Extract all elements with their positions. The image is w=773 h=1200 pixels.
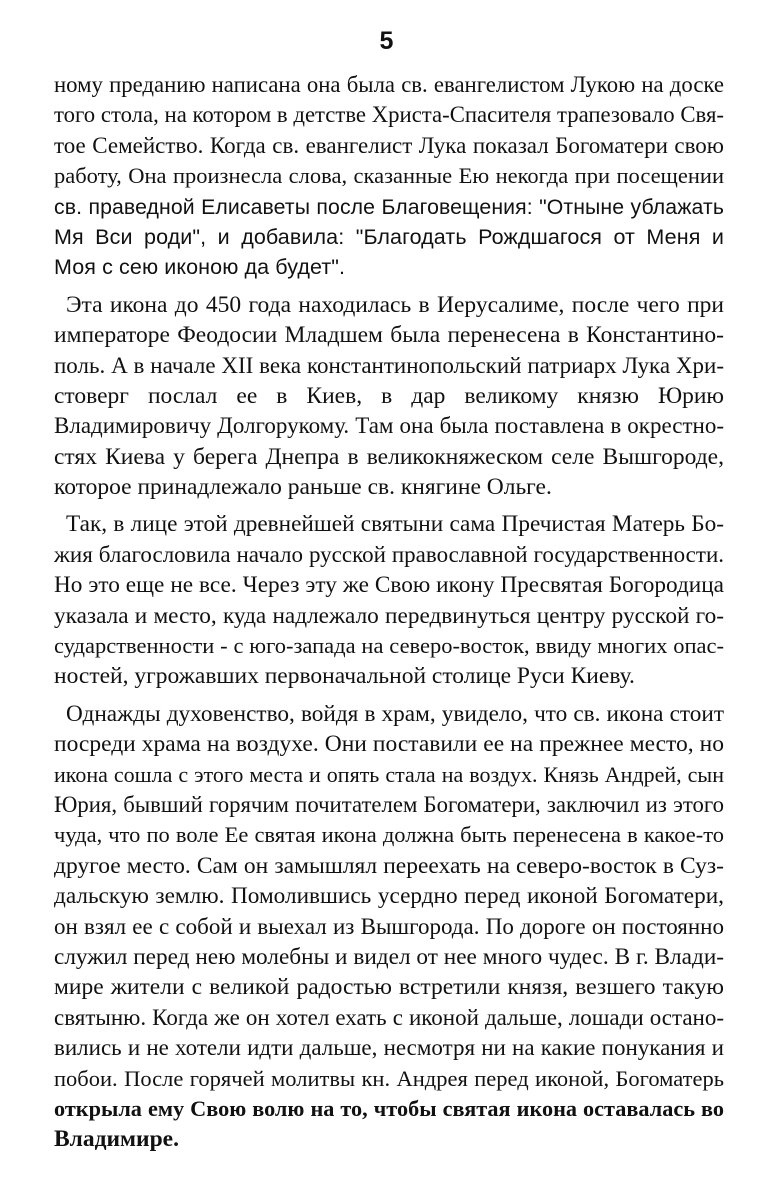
text-line: побои. После горячей молитвы кн. Андрея перед иконой, Богоматерь: [54, 1065, 724, 1091]
text-line: Однажды духовенство, войдя в храм, увидело, что св. икона стоит: [66, 700, 724, 727]
text-line: вились и не хотели идти дальше, несмотря ни на какие понукания и: [54, 1035, 724, 1061]
paragraph-1: [54, 70, 724, 283]
paragraph-4: [54, 699, 724, 1155]
text-line: служил перед нею молебны и видел от нее много чудес. В г. Влади-: [54, 943, 724, 970]
text-line: чуда, что по воле Ее святая икона должна быть перенесена в какое-то: [54, 822, 724, 848]
text-line: стоверг послал ее в Киев, в дар великому князю Юрию: [54, 382, 724, 409]
text-line: Владимире.: [54, 1126, 179, 1153]
text-line: того стола, на котором в детстве Христа-Спасителя трапезовало Свя-: [54, 102, 724, 128]
text-line: дальскую землю. Помолившись усердно перед иконой Богоматери,: [54, 883, 724, 910]
text-line: Юрия, бывший горячим почитателем Богоматери, заключил из этого: [54, 791, 724, 817]
text-line: Так, в лице этой древнейшей святыни сама Пречистая Матерь Бо-: [66, 511, 724, 538]
paragraph-3: [54, 509, 724, 691]
text-line: поль. А в начале XII века константинопольский патриарх Лука Хри-: [54, 352, 724, 378]
text-line: св. праведной Елисаветы после Благовещения: "Отныне ублажать: [54, 194, 724, 219]
text-line: Эта икона до 450 года находилась в Иерусалиме, после чего при: [66, 291, 724, 318]
text-line: которое принадлежало раньше св. княгине Ольге.: [54, 474, 552, 501]
text-line: сударственности - с юго-запада на северо-восток, ввиду многих опас-: [54, 633, 724, 659]
text-line: ностей, угрожавших первоначальной столице Руси Киеву.: [54, 663, 635, 690]
text-line: он взял ее с собой и выехал из Вышгорода. По дороге он постоянно: [54, 913, 724, 939]
page-number: 5: [379, 27, 394, 55]
text-line: открыла ему Свою волю на то, чтобы святая икона оставалась во: [54, 1095, 724, 1121]
text-line: ному преданию написана она была св. евангелистом Лукою на доске: [54, 72, 724, 97]
text-line: императоре Феодосии Младшем была перенесена в Константино-: [54, 322, 724, 349]
text-line: другое место. Сам он замышлял переехать на северо-восток в Суз-: [54, 852, 724, 879]
text-line: святыню. Когда же он хотел ехать с иконой дальше, лошади остано-: [54, 1004, 724, 1030]
paragraph-2: [54, 290, 724, 503]
text-line: жия благословила начало русской православной государственности.: [54, 541, 724, 567]
text-line: Владимировичу Долгорукому. Там она была поставлена в окрестно-: [54, 413, 724, 439]
text-line: Моя с сею иконою да будет".: [54, 255, 346, 280]
text-line: Мя Вси роди", и добавила: "Благодать Рождшагося от Меня и: [54, 224, 724, 249]
page-text: [54, 70, 724, 1155]
text-line: указала и место, куда надлежало передвинуться центру русской го-: [54, 602, 724, 629]
text-line: икона сошла с этого места и опять стала на воздух. Князь Андрей, сын: [54, 761, 724, 787]
text-line: мире жители с великой радостью встретили князя, везшего такую: [54, 974, 724, 1001]
text-line: работу, Она произнесла слова, сказанные Ею некогда при посещении: [54, 163, 724, 189]
text-line: посреди храма на воздухе. Они поставили ее на прежнее место, но: [54, 731, 724, 758]
text-line: стях Киева у берега Днепра в великокняжеском селе Вышгороде,: [54, 443, 724, 470]
text-line: тое Семейство. Когда св. евангелист Лука показал Богоматери свою: [54, 132, 724, 158]
text-line: Но это еще не все. Через эту же Свою икону Пресвятая Богородица: [54, 572, 724, 599]
